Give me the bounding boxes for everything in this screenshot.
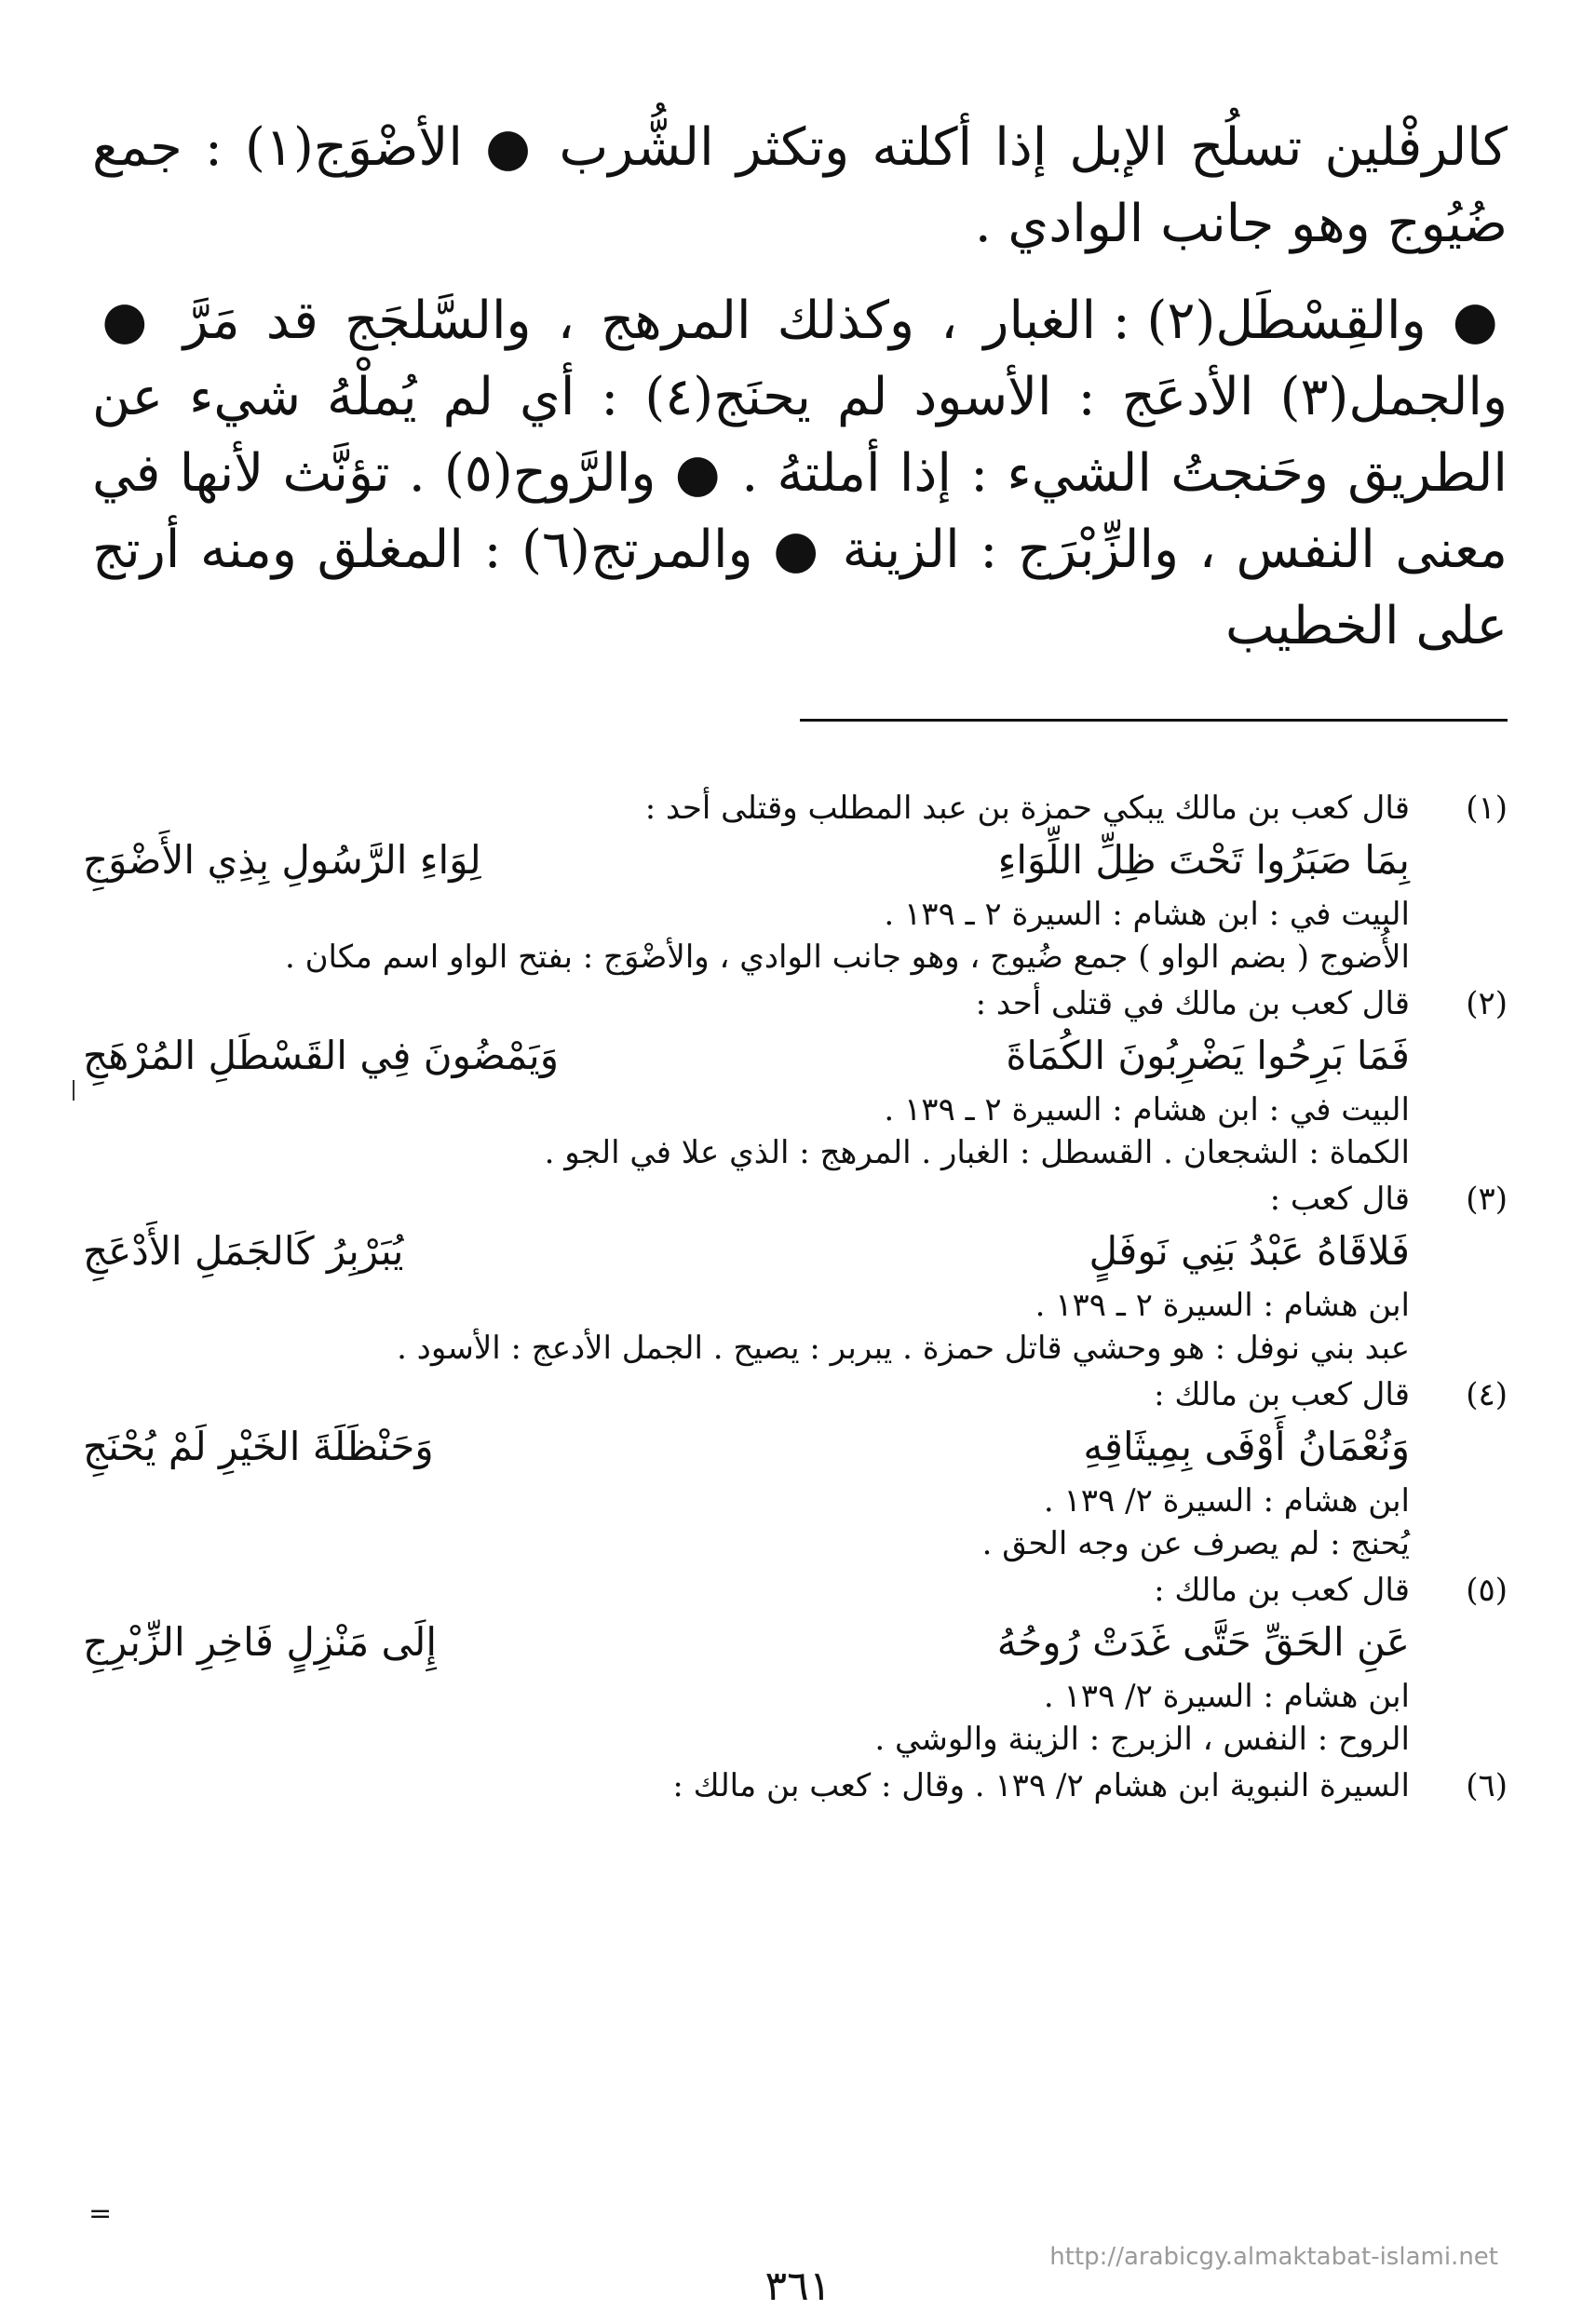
footnote-intro: قال كعب : xyxy=(1269,1181,1410,1218)
verse-second-hemistich: يُبَرْبِرُ كَالجَمَلِ الأَدْعَجِ xyxy=(83,1228,404,1274)
margin-mark: = xyxy=(88,2197,113,2230)
footnote-line: البيت في : ابن هشام : السيرة ٢ ـ ١٣٩ . xyxy=(884,1091,1410,1128)
footnote-intro: قال كعب بن مالك : xyxy=(1154,1572,1410,1609)
verse xyxy=(83,831,1410,889)
footnote-line: ابن هشام : السيرة ٢/ ١٣٩ . xyxy=(1043,1482,1410,1520)
footnote-line: الأُضوج ( بضم الواو ) جمع ضُيوج ، وهو جانب الوادي ، والأضْوَج : بفتح الواو اسم مكان . xyxy=(284,939,1410,976)
footnote-line: ابن هشام : السيرة ٢ ـ ١٣٩ . xyxy=(1035,1287,1410,1324)
verse-first-hemistich: بِمَا صَبَرُوا تَحْتَ ظِلِّ اللِّوَاءِ xyxy=(997,837,1410,883)
verse xyxy=(83,1418,1410,1476)
footnote-separator xyxy=(800,719,1508,722)
footnote-number: (٣) xyxy=(1466,1181,1508,1218)
verse-second-hemistich: إِلَى مَنْزِلٍ فَاخِرِ الزِّبْرِجِ xyxy=(83,1619,438,1665)
verse-first-hemistich: فَمَا بَرِحُوا يَضْرِبُونَ الكُمَاةَ xyxy=(1006,1033,1410,1078)
footnote-intro: قال كعب بن مالك في قتلى أحد : xyxy=(975,985,1410,1022)
verse xyxy=(83,1614,1410,1671)
page-number: ٣٦١ xyxy=(764,2263,832,2310)
footnotes xyxy=(83,787,1508,1811)
footnote-line: يُحنج : لم يصرف عن وجه الحق . xyxy=(981,1525,1410,1562)
footnote-line: الروح : النفس ، الزبرج : الزينة والوشي . xyxy=(874,1721,1410,1758)
footnote-6 xyxy=(83,1764,1508,1807)
verse-second-hemistich: وَيَمْضُونَ فِي القَسْطَلِ المُرْهَجِ xyxy=(83,1033,559,1078)
margin-tick xyxy=(73,1080,74,1101)
footnote-intro: قال كعب بن مالك يبكي حمزة بن عبد المطلب وقتلى أحد : xyxy=(644,790,1410,827)
verse-second-hemistich: لِوَاءِ الرَّسُولِ بِذِي الأَضْوَجِ xyxy=(83,837,481,883)
verse-first-hemistich: فَلاقَاهُ عَبْدُ بَنِي نَوفَلٍ xyxy=(1089,1228,1410,1274)
footnote-number: (١) xyxy=(1466,790,1508,827)
footnote-number: (٢) xyxy=(1466,985,1508,1022)
footnote-1 xyxy=(83,787,1508,979)
footnote-2 xyxy=(83,982,1508,1174)
verse xyxy=(83,1027,1410,1085)
watermark-url: http://arabicgy.almaktabat-islami.net xyxy=(1049,2243,1498,2271)
verse-second-hemistich: وَحَنْظَلَةَ الخَيْرِ لَمْ يُحْنَجِ xyxy=(83,1424,434,1469)
main-paragraph-1: كالرفْلين تسلُح الإبل إذا أكلته وتكثر الشُّرب ● الأضْوَج(١) : جمع ضُيُوج وهو جانب الوادي . xyxy=(92,117,1508,254)
footnote-number: (٦) xyxy=(1466,1767,1508,1804)
footnote-line: ابن هشام : السيرة ٢/ ١٣٩ . xyxy=(1043,1678,1410,1715)
footnote-line: الكماة : الشجعان . القسطل : الغبار . المرهج : الذي علا في الجو . xyxy=(544,1134,1410,1171)
main-paragraph-2: ● والقِسْطَل(٢) : الغبار ، وكذلك المرهج ، والسَّلجَج قد مَرَّ ● والجمل(٣) الأدعَج : الأسود لم يحنَج(٤) : أي لم يُملْهُ شيء عن الطريق وحَنجتُ الشيء : إذا أملتهُ . ● والرَّوح(٥) . تؤنَّث لأنها في معنى النفس ، والزِّبْرَج : الزينة ● والمرتج(٦) : المغلق ومنه أرتج على الخطيب xyxy=(92,290,1508,656)
footnote-3 xyxy=(83,1178,1508,1370)
footnote-intro: قال كعب بن مالك : xyxy=(1154,1376,1410,1413)
footnote-line: البيت في : ابن هشام : السيرة ٢ ـ ١٣٩ . xyxy=(884,896,1410,933)
footnote-intro: السيرة النبوية ابن هشام ٢/ ١٣٩ . وقال : كعب بن مالك : xyxy=(672,1767,1410,1804)
footnote-4 xyxy=(83,1373,1508,1565)
verse-first-hemistich: عَنِ الحَقِّ حَتَّى غَدَتْ رُوحُهُ xyxy=(996,1619,1410,1665)
footnote-number: (٥) xyxy=(1466,1572,1508,1609)
footnote-number: (٤) xyxy=(1466,1376,1508,1413)
footnote-line: عبد بني نوفل : هو وحشي قاتل حمزة . يبربر : يصيح . الجمل الأدعج : الأسود . xyxy=(397,1330,1410,1367)
footnote-5 xyxy=(83,1569,1508,1761)
main-text xyxy=(92,110,1508,665)
verse xyxy=(83,1223,1410,1280)
verse-first-hemistich: وَنُعْمَانُ أَوْفَى بِمِيثَاقِهِ xyxy=(1083,1424,1410,1469)
